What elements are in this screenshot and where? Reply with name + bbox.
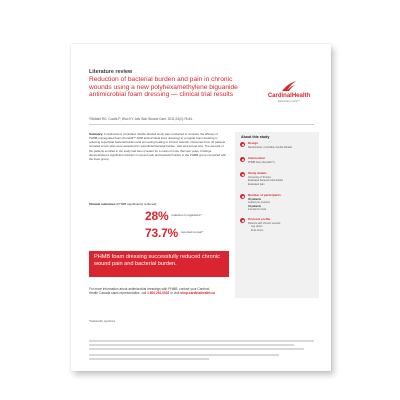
about-item-heading: Study details [248, 171, 267, 175]
contact-text: For more information about antimicrobial dressings with PHMB, contact your Cardinal Health Canada sales representative, call [89, 287, 210, 296]
about-item-study-details [235, 171, 319, 193]
about-item-line: treated per protocol [248, 201, 270, 204]
about-item-protocol [235, 217, 319, 239]
document-page [71, 44, 331, 371]
about-item-design [235, 141, 319, 156]
about-item-heading: Protocol profile [248, 217, 271, 221]
contact-website-link[interactable]: shop.cardinalhealth.ca [180, 291, 215, 296]
contact-or: or visit [170, 291, 180, 296]
about-item-line: Evaluated bacterial colonization [248, 179, 284, 182]
header-divider [89, 124, 314, 125]
stat-value: 73.7% [145, 226, 179, 240]
design-icon [240, 142, 245, 147]
fineprint-line [89, 344, 294, 346]
about-item-line: Foot ulcers [251, 228, 264, 232]
outcomes-label [89, 202, 157, 206]
about-item-heading: Number of participants [248, 193, 281, 197]
about-item-line: Randomized, controlled, double-blinded [248, 145, 293, 149]
about-item-participants [235, 193, 319, 217]
document-title: Reduction of bacterial burden and pain in chronic wounds using a new polyhexamethylene biguanide antimicrobial foam dressing — clinical trial results [89, 76, 238, 99]
stat-description: reported no pain* [181, 230, 204, 235]
about-item-line: University of Toronto [248, 175, 271, 179]
about-study-title: About this study [241, 135, 270, 139]
fineprint-line [89, 348, 304, 350]
footnote: *Statistically significant [89, 320, 116, 323]
summary-text: A randomized, controlled, double-blinded study was conducted to compare the efficacy of PHMB-impregnated foam (Kendall™ AMD antimicrobial foam dressing) to a regular foam dressing in reducing superficial bacterial burden and promoting healing in chronic wounds. Outcomes from 44 patients recruited at two sites were assessed for superficial bacterial burden, pain and wound size. The wounds of the patients enrolled in the study had been present for a mean of more than two years. Findings demonstrated a significant reduction in wound pain and bacterial burden in the PHMB group compared with the foam group. [89, 132, 227, 161]
about-item-line: intended to treat [248, 208, 267, 211]
study-details-icon [240, 172, 245, 177]
document-label: Literature review [89, 69, 133, 75]
participants-icon [240, 194, 245, 199]
about-item-line: Leg ulcers [251, 225, 263, 228]
logo-name: CardinalHealth [267, 93, 311, 99]
stat-no-pain [145, 226, 215, 240]
stat-reduction [145, 209, 205, 223]
citation: *Sibbald RG, Coutts P, Woo KY. Adv Skin Wound Care. 2011;24(2):78-84. [89, 117, 193, 121]
about-item-heading: Design [248, 141, 259, 145]
summary-lead: Summary: [89, 132, 104, 136]
about-study-panel [235, 132, 319, 298]
about-item-line: 45 patients [248, 197, 262, 201]
logo-tagline: Essential to care™ [278, 100, 300, 103]
intervention-icon [240, 157, 245, 162]
outcomes-label-bold: Clinical outcomes [89, 202, 116, 206]
contact-info [89, 287, 219, 296]
fineprint-line [89, 358, 209, 360]
about-item-line: Evaluated pain [248, 182, 265, 186]
about-item-intervention [235, 156, 319, 171]
cardinal-health-logo [261, 80, 317, 106]
about-item-line: 44 patients [248, 204, 262, 208]
contact-phone[interactable]: 1.800.291.0032 [147, 291, 170, 296]
cardinal-bird-icon [281, 80, 297, 92]
about-item-line: Patients with chronic wounds: [248, 221, 281, 225]
protocol-icon [240, 218, 245, 223]
fineprint-line [89, 340, 314, 342]
about-item-heading: Intervention [248, 156, 266, 160]
key-finding-banner: PHMB foam dressing successfully reduced chronic wound pain and bacterial burden. [89, 251, 229, 277]
fineprint-line [89, 354, 279, 356]
outcomes-label-rest: (PHMB significantly reduced): [115, 202, 158, 206]
about-item-line: PHMB foam (Kendall™) [248, 160, 275, 164]
stat-description: reduction in organisms* [171, 213, 202, 218]
stat-value: 28% [145, 209, 169, 223]
summary-paragraph [89, 132, 227, 161]
